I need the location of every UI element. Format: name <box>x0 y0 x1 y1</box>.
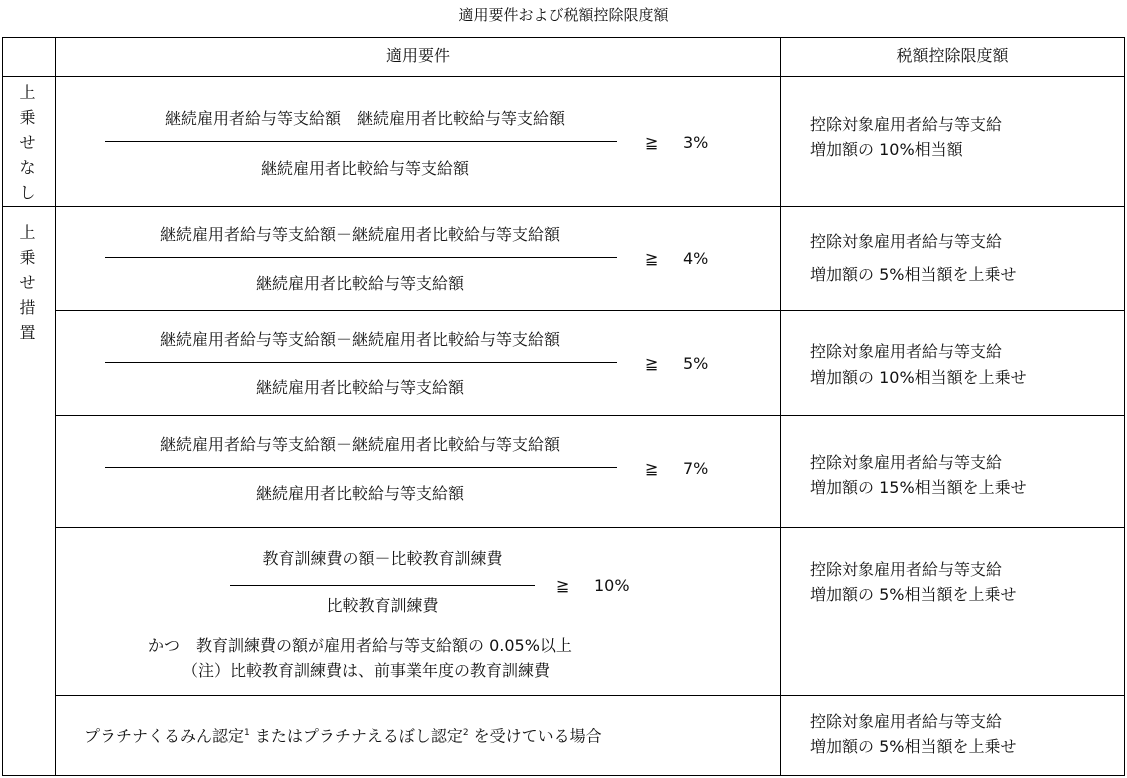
row-divider-4 <box>55 527 1125 528</box>
limit-line-1: 控除対象雇用者給与等支給 <box>810 115 1003 134</box>
limit-line-2: 増加額の 5%相当額を上乗せ <box>810 265 1017 284</box>
threshold-value: 7% <box>683 459 709 478</box>
formula-denominator: 継続雇用者比較給与等支給額 <box>255 484 464 503</box>
header-requirement: 適用要件 <box>385 46 450 65</box>
table-border-top <box>2 37 1125 38</box>
row-divider-3 <box>55 415 1125 416</box>
formula-denominator: 継続雇用者比較給与等支給額 <box>260 159 469 178</box>
footnote-ref: 2 <box>462 728 469 738</box>
limit-line-2: 増加額の 5%相当額を上乗せ <box>810 737 1017 756</box>
header-limit: 税額控除限度額 <box>896 46 1009 65</box>
limit-line-1: 控除対象雇用者給与等支給 <box>810 342 1003 361</box>
formula-numerator: 継続雇用者給与等支給額 継続雇用者比較給与等支給額 <box>164 109 565 128</box>
column-divider-side <box>55 37 56 776</box>
row-divider-header <box>2 76 1125 77</box>
side-label-extra <box>0 220 55 345</box>
footnote-text: （注）比較教育訓練費は、前事業年度の教育訓練費 <box>182 661 551 680</box>
threshold-value: 4% <box>683 249 709 268</box>
formula-denominator: 比較教育訓練費 <box>326 596 439 615</box>
limit-line-1: 控除対象雇用者給与等支給 <box>810 560 1003 579</box>
row-divider-5 <box>55 695 1125 696</box>
limit-line-1: 控除対象雇用者給与等支給 <box>810 712 1003 731</box>
fraction-bar <box>105 467 617 468</box>
table-border-bottom <box>2 775 1125 776</box>
cert-end: を受けている場合 <box>468 726 602 746</box>
footnote-ref: 1 <box>244 728 250 738</box>
formula-numerator: 教育訓練費の額－比較教育訓練費 <box>262 549 503 568</box>
side-char: 置 <box>19 323 36 342</box>
side-char: 措 <box>19 298 36 317</box>
threshold-value: 3% <box>683 133 709 152</box>
formula-numerator: 継続雇用者給与等支給額－継続雇用者比較給与等支給額 <box>159 225 560 244</box>
threshold-value: 10% <box>594 576 630 595</box>
fraction-bar <box>105 141 617 142</box>
table-title: 適用要件および税額控除限度額 <box>458 6 669 24</box>
formula-denominator: 継続雇用者比較給与等支給額 <box>255 378 464 397</box>
formula-numerator: 継続雇用者給与等支給額－継続雇用者比較給与等支給額 <box>159 435 560 454</box>
comparison-operator: ≧ <box>645 354 659 373</box>
certification-text <box>84 723 602 746</box>
side-char: せ <box>19 133 36 152</box>
comparison-operator: ≧ <box>645 133 659 152</box>
limit-line-2: 増加額の 5%相当額を上乗せ <box>810 585 1017 604</box>
limit-line-2: 増加額の 10%相当額を上乗せ <box>810 368 1027 387</box>
row-divider-1 <box>2 206 1125 207</box>
table-border-right <box>1124 37 1125 776</box>
column-divider-limit <box>780 37 781 776</box>
limit-line-1: 控除対象雇用者給与等支給 <box>810 453 1003 472</box>
formula-denominator: 継続雇用者比較給与等支給額 <box>255 274 464 293</box>
row-divider-2 <box>55 310 1125 311</box>
side-char: 上 <box>19 83 36 102</box>
threshold-value: 5% <box>683 354 709 373</box>
cert-connector: またはプラチナえるぼし認定 <box>249 726 463 746</box>
fraction-bar <box>105 362 617 363</box>
side-char: な <box>19 158 36 177</box>
cert-platinum-kurumin: プラチナくるみん認定 <box>84 726 245 746</box>
limit-line-2: 増加額の 15%相当額を上乗せ <box>810 478 1027 497</box>
condition-text: かつ 教育訓練費の額が雇用者給与等支給額の 0.05%以上 <box>148 636 572 655</box>
limit-line-1: 控除対象雇用者給与等支給 <box>810 232 1003 251</box>
limit-line-2: 増加額の 10%相当額 <box>810 140 963 159</box>
side-char: せ <box>19 273 36 292</box>
side-label-no-extra <box>0 80 55 205</box>
formula-numerator: 継続雇用者給与等支給額－継続雇用者比較給与等支給額 <box>159 330 560 349</box>
side-char: 上 <box>19 223 36 242</box>
side-char: し <box>19 183 36 202</box>
comparison-operator: ≧ <box>645 249 659 268</box>
fraction-bar <box>105 257 617 258</box>
side-char: 乗 <box>19 108 36 127</box>
comparison-operator: ≧ <box>645 459 659 478</box>
fraction-bar <box>230 585 535 586</box>
comparison-operator: ≧ <box>556 576 570 595</box>
side-char: 乗 <box>19 248 36 267</box>
